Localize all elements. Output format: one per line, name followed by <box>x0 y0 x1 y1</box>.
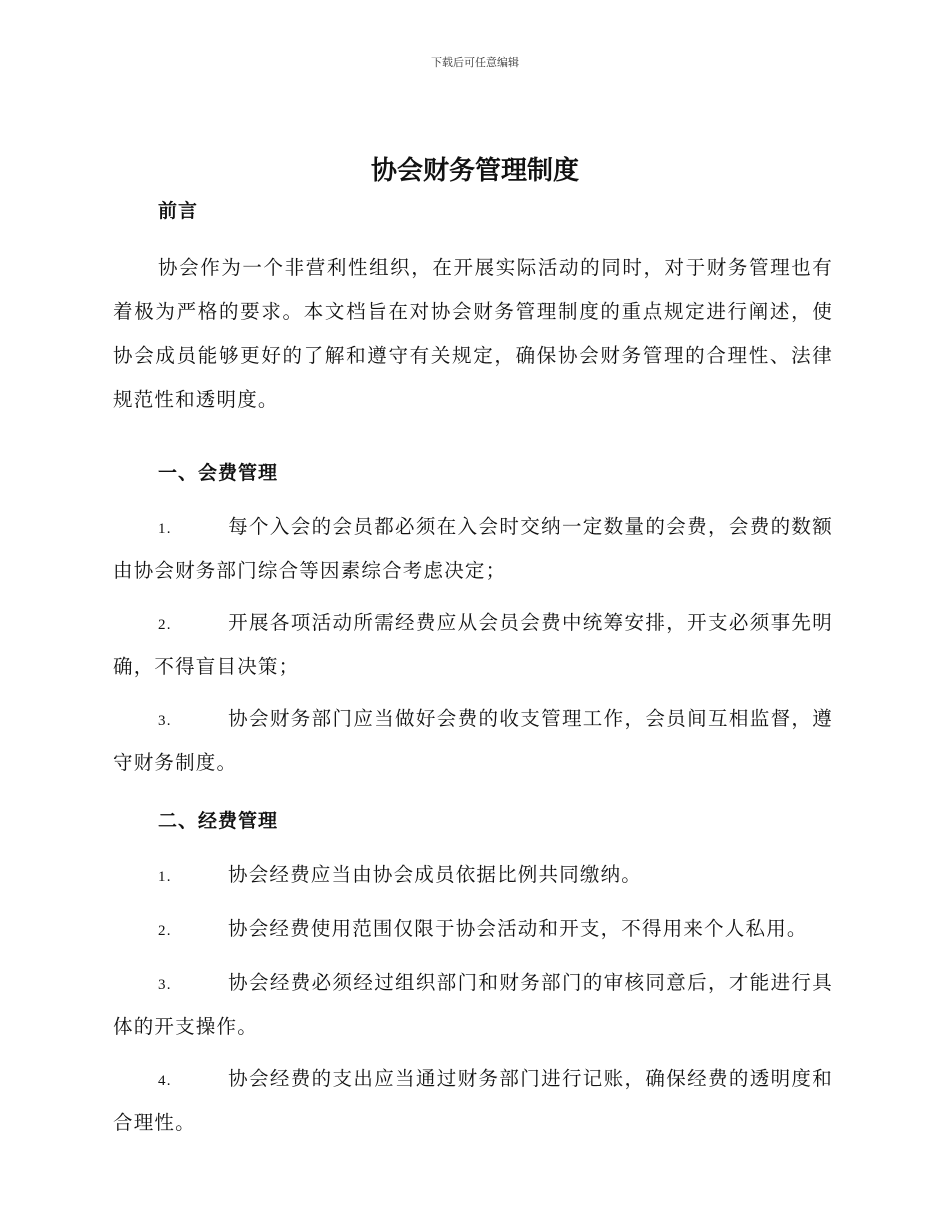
list-item-text: 协会经费使用范围仅限于协会活动和开支，不得用来个人私用。 <box>228 917 808 940</box>
membership-fees-list <box>113 506 833 784</box>
list-item-text: 协会经费必须经过组织部门和财务部门的审核同意后，才能进行具体的开支操作。 <box>113 971 833 1038</box>
list-item-text: 开展各项活动所需经费应从会员会费中统筹安排，开支必须事先明确，不得盲目决策； <box>113 611 833 678</box>
list-item <box>113 1058 833 1144</box>
page-header-note: 下载后可任意编辑 <box>431 56 519 69</box>
section-heading-membership-fees: 一、会费管理 <box>158 462 279 484</box>
section-heading-funds: 二、经费管理 <box>158 810 279 832</box>
list-item <box>113 854 833 898</box>
list-item-number: 2. <box>158 617 172 633</box>
list-item-number: 4. <box>158 1073 172 1089</box>
list-item-number: 3. <box>158 713 172 729</box>
list-item-text: 协会财务部门应当做好会费的收支管理工作，会员间互相监督，遵守财务制度。 <box>113 707 833 774</box>
funds-list <box>113 854 833 1144</box>
document-body <box>113 196 833 1154</box>
list-item-text: 每个入会的会员都必须在入会时交纳一定数量的会费，会费的数额由协会财务部门综合等因素综合考虑决定； <box>113 515 833 582</box>
list-item-text: 协会经费应当由协会成员依据比例共同缴纳。 <box>228 863 643 886</box>
list-item <box>113 962 833 1048</box>
list-item <box>113 506 833 592</box>
list-item <box>113 698 833 784</box>
document-title: 协会财务管理制度 <box>370 156 579 186</box>
list-item-text: 协会经费的支出应当通过财务部门进行记账，确保经费的透明度和合理性。 <box>113 1067 833 1134</box>
list-item-number: 1. <box>158 869 172 885</box>
list-item <box>113 602 833 688</box>
list-item-number: 1. <box>158 521 172 537</box>
list-item-number: 2. <box>158 923 172 939</box>
preface-heading: 前言 <box>158 200 199 222</box>
list-item <box>113 908 833 952</box>
list-item-number: 3. <box>158 977 172 993</box>
preface-paragraph: 协会作为一个非营利性组织，在开展实际活动的同时，对于财务管理也有着极为严格的要求。本文档旨在对协会财务管理制度的重点规定进行阐述，使协会成员能够更好的了解和遵守有关规定，确保协会财务管理的合理性、法律规范性和透明度。 <box>113 256 833 411</box>
